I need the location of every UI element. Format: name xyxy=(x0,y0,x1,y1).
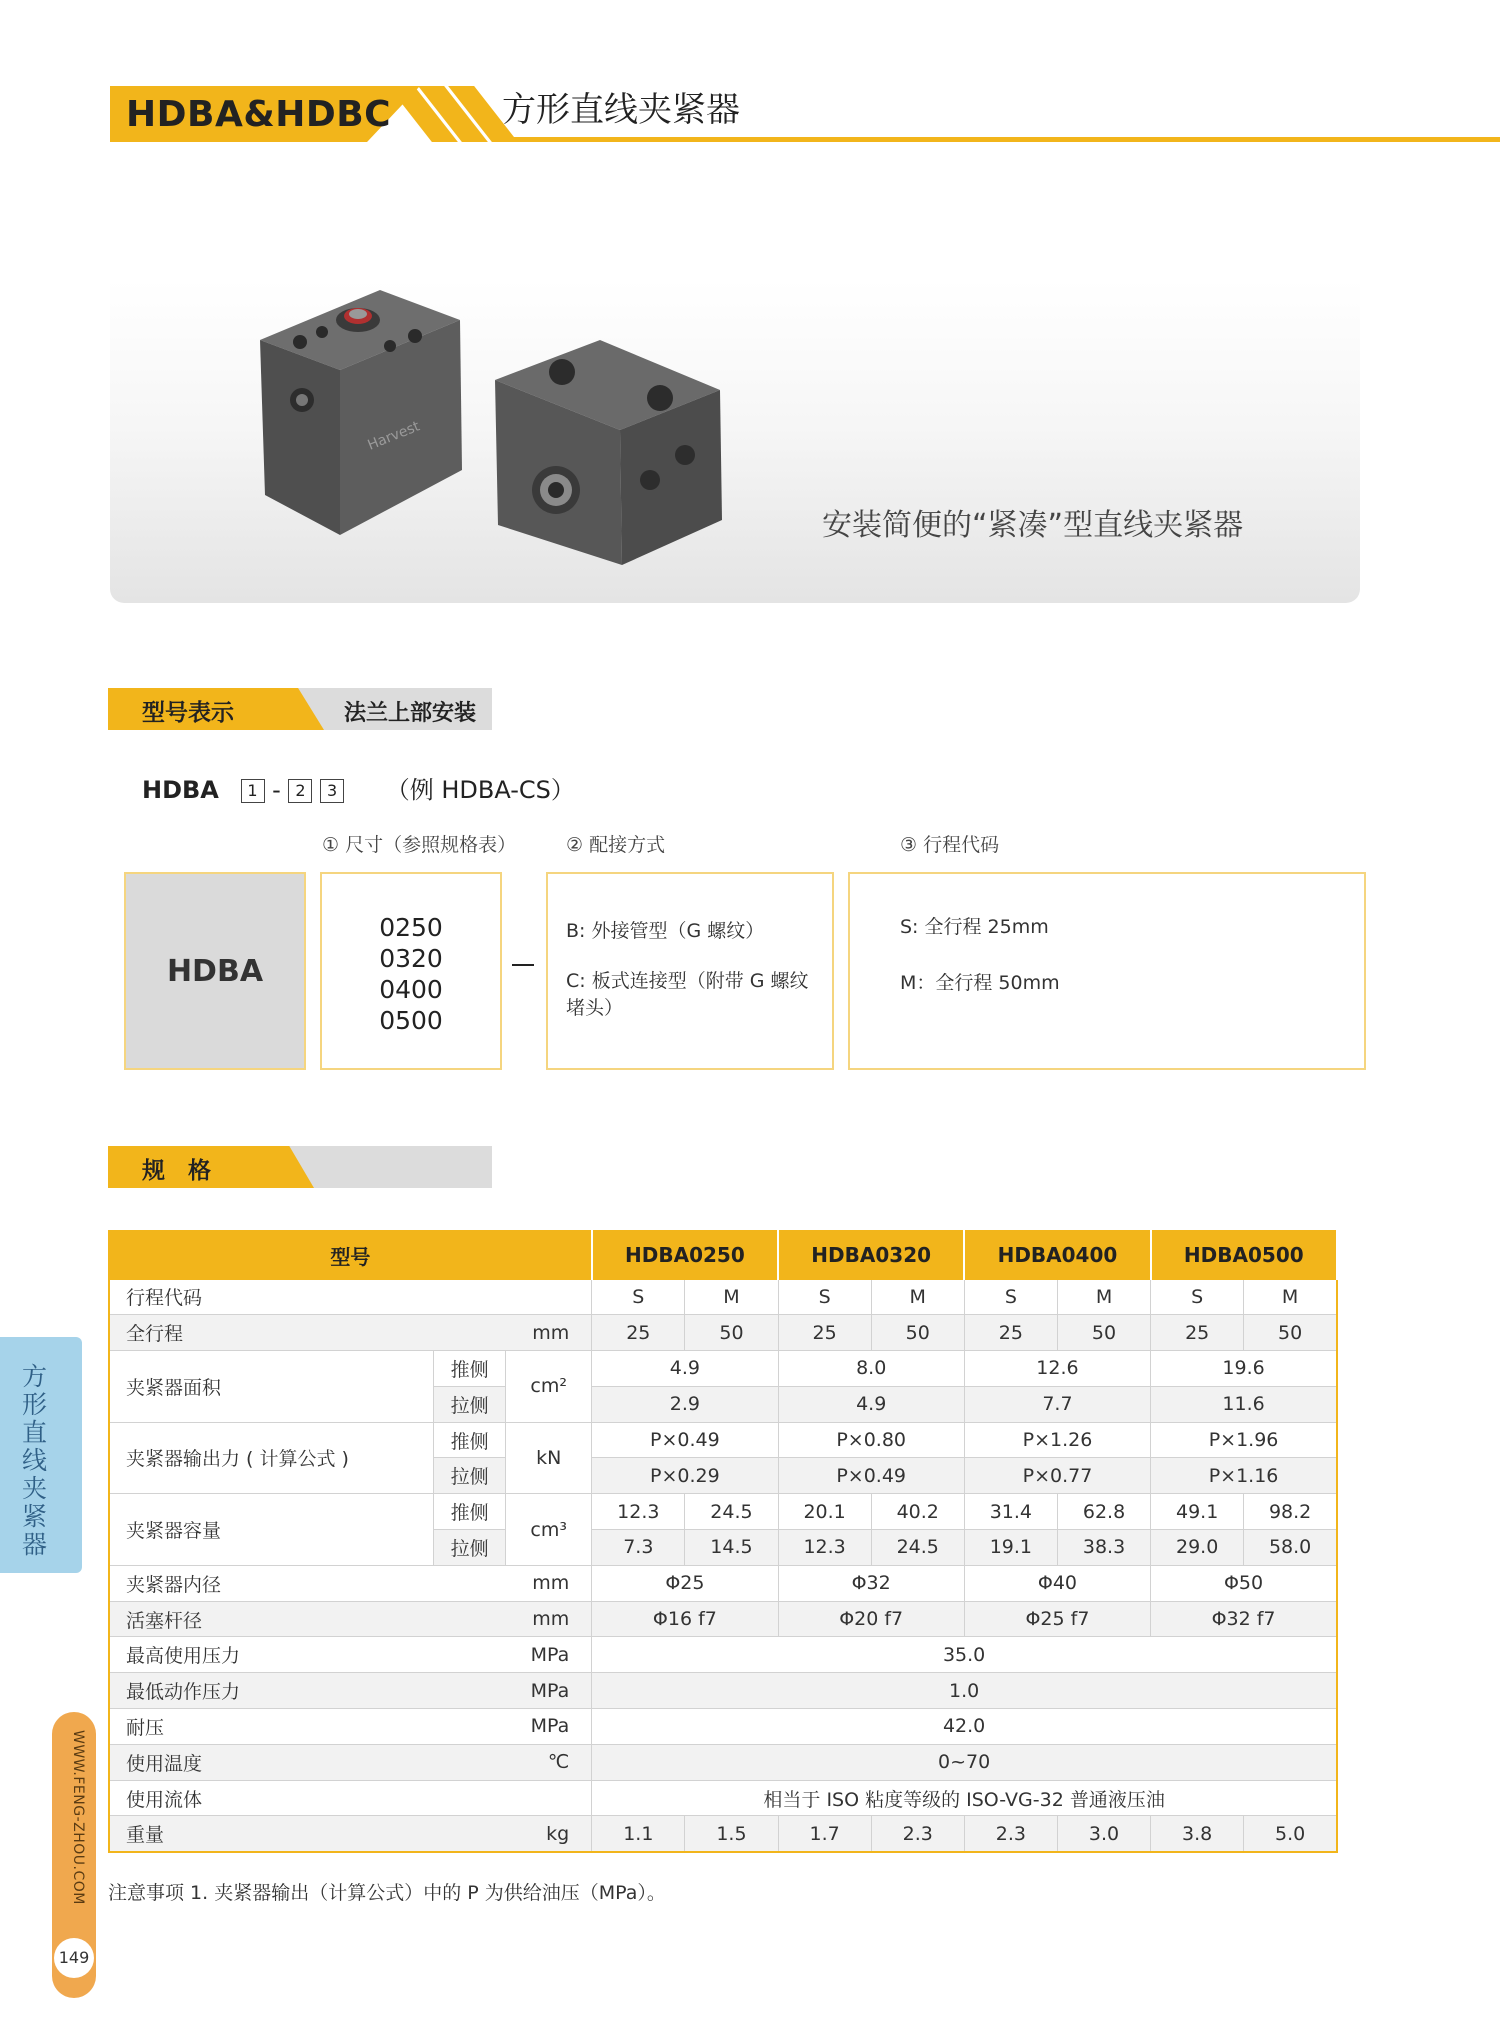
table-cell: 2.9 xyxy=(592,1386,778,1422)
series-tag-text: HDBA&HDBC xyxy=(126,94,392,135)
table-cell: 25 xyxy=(592,1315,685,1351)
table-row xyxy=(109,1709,1337,1745)
row-unit: cm² xyxy=(506,1351,592,1423)
table-cell: 58.0 xyxy=(1244,1530,1337,1566)
table-cell: P×0.49 xyxy=(592,1422,778,1458)
code-separator: - xyxy=(272,776,281,804)
table-cell: 31.4 xyxy=(964,1494,1057,1530)
table-cell: 0~70 xyxy=(592,1744,1337,1780)
spec-table xyxy=(108,1230,1338,1853)
table-cell: S xyxy=(778,1279,871,1315)
connection-column-label: ② 配接方式 xyxy=(566,834,666,856)
row-label: 夹紧器输出力 ( 计算公式 ) xyxy=(109,1422,434,1494)
size-list xyxy=(322,912,500,1036)
table-cell: P×0.77 xyxy=(964,1458,1150,1494)
table-cell: 50 xyxy=(1244,1315,1337,1351)
header-hdba0250: HDBA0250 xyxy=(592,1231,778,1279)
table-cell: 2.3 xyxy=(964,1816,1057,1852)
table-cell: P×1.26 xyxy=(964,1422,1150,1458)
table-row xyxy=(109,1816,1337,1852)
row-unit: mm xyxy=(506,1601,592,1637)
table-cell: 50 xyxy=(871,1315,964,1351)
table-cell: 24.5 xyxy=(685,1494,778,1530)
table-cell: 11.6 xyxy=(1151,1386,1337,1422)
table-cell: 40.2 xyxy=(871,1494,964,1530)
code-dash xyxy=(512,964,534,966)
page-side-bar xyxy=(52,1712,96,1998)
table-cell: 7.3 xyxy=(592,1530,685,1566)
table-cell: 3.0 xyxy=(1057,1816,1150,1852)
header-model: 型号 xyxy=(109,1231,592,1279)
model-section-heading xyxy=(108,688,492,730)
row-unit: MPa xyxy=(506,1673,592,1709)
table-cell: 49.1 xyxy=(1151,1494,1244,1530)
row-label: 使用温度 xyxy=(109,1744,506,1780)
row-unit: cm³ xyxy=(506,1494,592,1566)
row-unit: kN xyxy=(506,1422,592,1494)
table-header-row xyxy=(109,1231,1337,1279)
model-box-text: HDBA xyxy=(166,953,264,989)
row-label: 最高使用压力 xyxy=(109,1637,506,1673)
table-cell: 35.0 xyxy=(592,1637,1337,1673)
table-cell: M xyxy=(1244,1279,1337,1315)
table-cell: 98.2 xyxy=(1244,1494,1337,1530)
table-cell: P×1.16 xyxy=(1151,1458,1337,1494)
side-label: 推侧 xyxy=(434,1494,506,1530)
row-label: 行程代码 xyxy=(109,1279,592,1315)
model-code-line xyxy=(142,770,575,805)
side-label: 推侧 xyxy=(434,1422,506,1458)
heading-yellow-bar xyxy=(108,1146,314,1188)
code-box-2: 2 xyxy=(288,779,312,803)
table-cell: Φ25 f7 xyxy=(964,1601,1150,1637)
header-rule xyxy=(502,137,1500,142)
row-label: 耐压 xyxy=(109,1709,506,1745)
table-row xyxy=(109,1673,1337,1709)
header-hdba0320: HDBA0320 xyxy=(778,1231,964,1279)
row-unit: mm xyxy=(506,1565,592,1601)
table-note: 注意事项 1. 夹紧器输出（计算公式）中的 P 为供给油压（MPa）。 xyxy=(108,1882,666,1904)
model-code-prefix: HDBA xyxy=(142,776,219,804)
table-cell: 1.7 xyxy=(778,1816,871,1852)
product-photo xyxy=(240,280,740,580)
model-code-example: （例 HDBA-CS） xyxy=(385,776,575,804)
table-row xyxy=(109,1351,1337,1387)
connection-option-b: B: 外接管型（G 螺纹） xyxy=(566,920,765,942)
model-section-title: 型号表示 xyxy=(142,700,234,726)
row-unit: MPa xyxy=(506,1637,592,1673)
table-cell: P×0.29 xyxy=(592,1458,778,1494)
row-label: 全行程 xyxy=(109,1315,506,1351)
connection-option-c: C: 板式连接型（附带 G 螺纹堵头） xyxy=(566,970,809,1019)
size-item: 0320 xyxy=(379,944,443,973)
table-cell: P×1.96 xyxy=(1151,1422,1337,1458)
size-item: 0250 xyxy=(379,913,443,942)
table-cell: 2.3 xyxy=(871,1816,964,1852)
table-cell: 19.6 xyxy=(1151,1351,1337,1387)
size-column-label: ① 尺寸（参照规格表） xyxy=(322,834,517,856)
row-label: 最低动作压力 xyxy=(109,1673,506,1709)
website-url: WWW.FENG-ZHOU.COM xyxy=(70,1730,86,1905)
svg-text:Harvest: Harvest xyxy=(365,418,423,454)
table-cell: 1.0 xyxy=(592,1673,1337,1709)
page-title: 方形直线夹紧器 xyxy=(502,90,740,130)
table-cell: 38.3 xyxy=(1057,1530,1150,1566)
table-cell: 12.3 xyxy=(592,1494,685,1530)
table-cell: Φ20 f7 xyxy=(778,1601,964,1637)
series-tag xyxy=(110,86,488,142)
table-cell: P×0.80 xyxy=(778,1422,964,1458)
table-cell: 14.5 xyxy=(685,1530,778,1566)
table-cell: 1.1 xyxy=(592,1816,685,1852)
row-unit: mm xyxy=(506,1315,592,1351)
side-label: 拉侧 xyxy=(434,1530,506,1566)
row-label: 夹紧器面积 xyxy=(109,1351,434,1423)
table-cell: Φ16 f7 xyxy=(592,1601,778,1637)
stroke-option-s: S: 全行程 25mm xyxy=(900,916,1049,938)
table-cell: M xyxy=(685,1279,778,1315)
table-cell: 20.1 xyxy=(778,1494,871,1530)
table-cell: 25 xyxy=(1151,1315,1244,1351)
table-cell: Φ50 xyxy=(1151,1565,1337,1601)
table-cell: 62.8 xyxy=(1057,1494,1150,1530)
row-label: 夹紧器容量 xyxy=(109,1494,434,1566)
code-box-1: 1 xyxy=(241,779,265,803)
stroke-column-label: ③ 行程代码 xyxy=(900,834,1000,856)
table-cell: Φ40 xyxy=(964,1565,1150,1601)
code-box-3: 3 xyxy=(320,779,344,803)
table-cell: 1.5 xyxy=(685,1816,778,1852)
table-cell: 50 xyxy=(685,1315,778,1351)
size-item: 0500 xyxy=(379,1006,443,1035)
table-cell: 19.1 xyxy=(964,1530,1057,1566)
row-unit: kg xyxy=(506,1816,592,1852)
row-label: 使用流体 xyxy=(109,1780,592,1816)
page-number: 149 xyxy=(54,1938,94,1978)
row-label: 重量 xyxy=(109,1816,506,1852)
table-cell: 3.8 xyxy=(1151,1816,1244,1852)
table-cell: M xyxy=(871,1279,964,1315)
table-row xyxy=(109,1422,1337,1458)
row-unit: ℃ xyxy=(506,1744,592,1780)
row-label: 夹紧器内径 xyxy=(109,1565,506,1601)
table-cell: 12.3 xyxy=(778,1530,871,1566)
table-row xyxy=(109,1565,1337,1601)
table-row xyxy=(109,1780,1337,1816)
side-label: 拉侧 xyxy=(434,1458,506,1494)
header-hdba0400: HDBA0400 xyxy=(964,1231,1150,1279)
table-cell: Φ32 xyxy=(778,1565,964,1601)
table-cell: 25 xyxy=(964,1315,1057,1351)
table-cell: S xyxy=(964,1279,1057,1315)
table-cell: 8.0 xyxy=(778,1351,964,1387)
table-cell: 5.0 xyxy=(1244,1816,1337,1852)
spec-section-title: 规 格 xyxy=(142,1158,211,1184)
table-row xyxy=(109,1494,1337,1530)
table-cell: 42.0 xyxy=(592,1709,1337,1745)
table-row xyxy=(109,1279,1337,1315)
table-cell: 29.0 xyxy=(1151,1530,1244,1566)
chapter-side-tab-label: 方形直线夹紧器 xyxy=(22,1362,48,1559)
side-label: 推侧 xyxy=(434,1351,506,1387)
table-cell: 50 xyxy=(1057,1315,1150,1351)
table-cell: 4.9 xyxy=(778,1386,964,1422)
table-cell: P×0.49 xyxy=(778,1458,964,1494)
table-cell: 24.5 xyxy=(871,1530,964,1566)
banner-caption: 安装简便的“紧凑”型直线夹紧器 xyxy=(822,508,1244,543)
side-label: 拉侧 xyxy=(434,1386,506,1422)
spec-section-heading xyxy=(108,1146,492,1188)
table-cell: 相当于 ISO 粘度等级的 ISO-VG-32 普通液压油 xyxy=(592,1780,1337,1816)
table-cell: Φ25 xyxy=(592,1565,778,1601)
chapter-side-tab xyxy=(0,1337,82,1573)
table-cell: 12.6 xyxy=(964,1351,1150,1387)
header-hdba0500: HDBA0500 xyxy=(1151,1231,1337,1279)
table-cell: S xyxy=(592,1279,685,1315)
table-cell: 25 xyxy=(778,1315,871,1351)
table-cell: S xyxy=(1151,1279,1244,1315)
table-cell: Φ32 f7 xyxy=(1151,1601,1337,1637)
model-section-subtitle: 法兰上部安装 xyxy=(344,701,477,726)
row-label: 活塞杆径 xyxy=(109,1601,506,1637)
stroke-option-m: M：全行程 50mm xyxy=(900,972,1060,994)
table-cell: M xyxy=(1057,1279,1150,1315)
table-row xyxy=(109,1601,1337,1637)
table-row xyxy=(109,1637,1337,1673)
table-cell: 4.9 xyxy=(592,1351,778,1387)
size-item: 0400 xyxy=(379,975,443,1004)
row-unit: MPa xyxy=(506,1709,592,1745)
table-row xyxy=(109,1315,1337,1351)
table-cell: 7.7 xyxy=(964,1386,1150,1422)
table-row xyxy=(109,1744,1337,1780)
